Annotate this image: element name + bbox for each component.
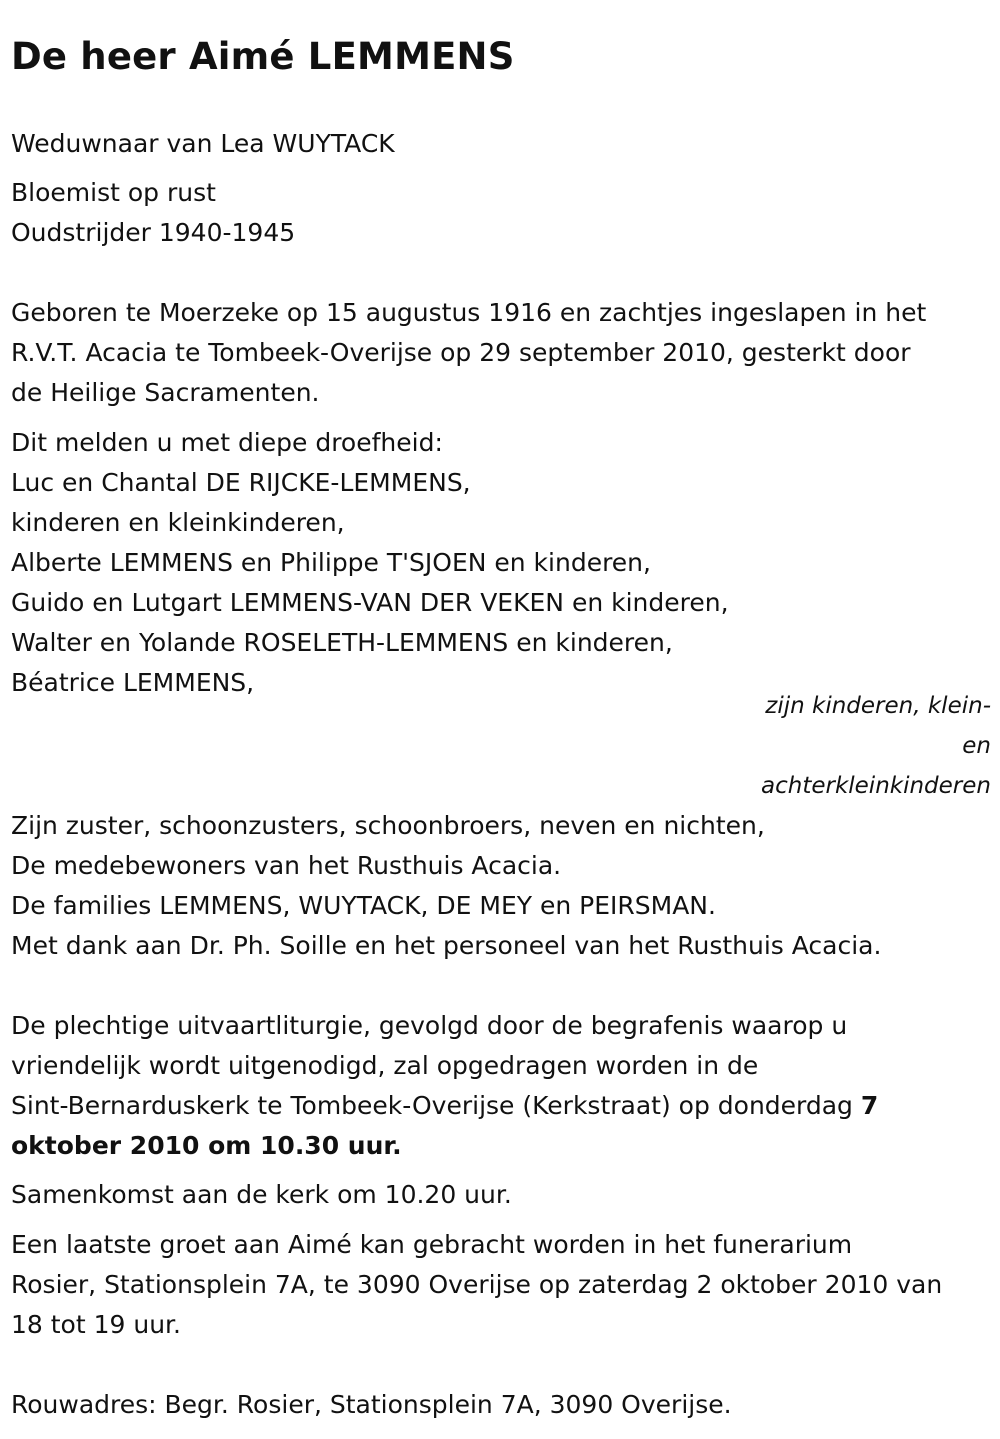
announcer-line: kinderen en kleinkinderen, bbox=[11, 508, 345, 537]
page-title: De heer Aimé LEMMENS bbox=[11, 35, 515, 78]
caption-line: en bbox=[962, 733, 991, 759]
announcer-line: Luc en Chantal DE RIJCKE-LEMMENS, bbox=[11, 468, 471, 497]
gathering-line bbox=[11, 1175, 991, 1215]
last-greeting-paragraph bbox=[11, 1225, 991, 1345]
family-line: Zijn zuster, schoonzusters, schoonbroers, neven en nichten, bbox=[11, 811, 765, 840]
caption-line: zijn kinderen, klein- bbox=[765, 693, 991, 719]
last-greeting-line: Rosier, Stationsplein 7A, te 3090 Overijse op zaterdag 2 oktober 2010 van bbox=[11, 1270, 943, 1299]
birth-death-paragraph bbox=[11, 293, 991, 413]
occupation-line: Bloemist op rust bbox=[11, 178, 216, 207]
address-text: Rouwadres: Begr. Rosier, Stationsplein 7A, 3090 Overijse. bbox=[11, 1390, 732, 1419]
announcers-intro: Dit melden u met diepe droefheid: bbox=[11, 428, 443, 457]
spouse-line bbox=[11, 124, 991, 164]
last-greeting-line: 18 tot 19 uur. bbox=[11, 1310, 181, 1339]
announcer-line: Alberte LEMMENS en Philippe T'SJOEN en kinderen, bbox=[11, 548, 651, 577]
children-caption bbox=[691, 686, 991, 806]
family-line: De medebewoners van het Rusthuis Acacia. bbox=[11, 851, 562, 880]
funeral-line: De plechtige uitvaartliturgie, gevolgd door de begrafenis waarop u bbox=[11, 1011, 848, 1040]
announcer-line: Walter en Yolande ROSELETH-LEMMENS en kinderen, bbox=[11, 628, 673, 657]
announcers-block bbox=[11, 423, 991, 703]
birth-death-line: Geboren te Moerzeke op 15 augustus 1916 en zachtjes ingeslapen in het bbox=[11, 298, 927, 327]
family-line: De families LEMMENS, WUYTACK, DE MEY en PEIRSMAN. bbox=[11, 891, 716, 920]
funeral-line: vriendelijk wordt uitgenodigd, zal opgedragen worden in de bbox=[11, 1051, 759, 1080]
funeral-date-rest: oktober 2010 om 10.30 uur. bbox=[11, 1131, 402, 1160]
funeral-date-day: 7 bbox=[860, 1091, 879, 1120]
caption-line: achterkleinkinderen bbox=[761, 773, 991, 799]
gathering-text: Samenkomst aan de kerk om 10.20 uur. bbox=[11, 1180, 512, 1209]
last-greeting-line: Een laatste groet aan Aimé kan gebracht worden in het funerarium bbox=[11, 1230, 853, 1259]
announcer-line: Béatrice LEMMENS, bbox=[11, 668, 255, 697]
funeral-paragraph bbox=[11, 1006, 991, 1166]
occupation-block bbox=[11, 173, 991, 253]
funeral-line-text: Sint-Bernarduskerk te Tombeek-Overijse (Kerkstraat) op donderdag bbox=[11, 1091, 861, 1120]
funeral-line bbox=[11, 1086, 991, 1126]
family-line: Met dank aan Dr. Ph. Soille en het personeel van het Rusthuis Acacia. bbox=[11, 931, 882, 960]
occupation-line: Oudstrijder 1940-1945 bbox=[11, 218, 296, 247]
birth-death-line: de Heilige Sacramenten. bbox=[11, 378, 320, 407]
address-line bbox=[11, 1385, 991, 1425]
spouse-text: Weduwnaar van Lea WUYTACK bbox=[11, 129, 395, 158]
announcer-line: Guido en Lutgart LEMMENS-VAN DER VEKEN en kinderen, bbox=[11, 588, 729, 617]
family-block bbox=[11, 806, 991, 966]
birth-death-line: R.V.T. Acacia te Tombeek-Overijse op 29 september 2010, gesterkt door bbox=[11, 338, 911, 367]
